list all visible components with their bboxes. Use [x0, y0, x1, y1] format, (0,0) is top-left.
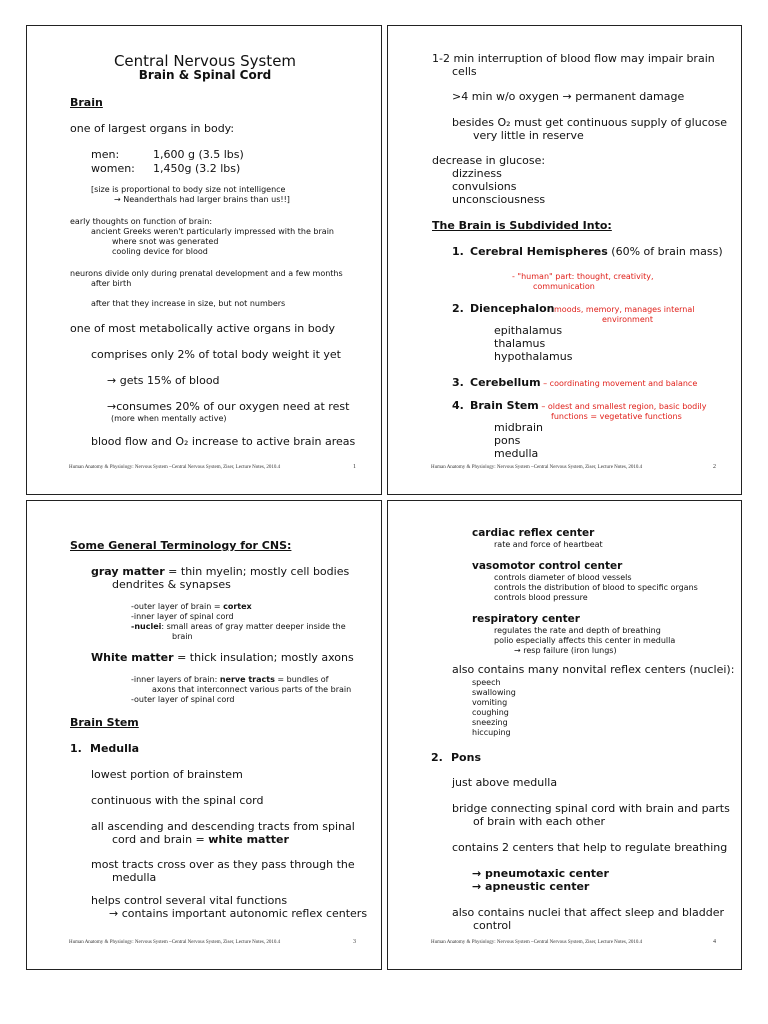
text-line: very little in reserve	[473, 129, 584, 142]
text-line: of brain with each other	[473, 815, 606, 828]
text-line: control	[473, 919, 512, 932]
text-line: polio especially affects this center in medulla	[494, 636, 676, 645]
text-line: dendrites & synapses	[112, 578, 231, 591]
sub-item: epithalamus	[494, 324, 563, 337]
text: -outer layer of brain =	[131, 602, 224, 611]
text-line: cooling device for blood	[112, 247, 208, 256]
text: cord and brain =	[112, 833, 209, 846]
text-line: blood flow and O₂ increase to active brain areas	[91, 435, 356, 448]
text-line: all ascending and descending tracts from spinal	[91, 820, 355, 833]
pneumotaxic-center: → pneumotaxic center	[472, 867, 609, 880]
men-value: 1,600 g (3.5 lbs)	[153, 148, 244, 161]
list-item: coughing	[472, 708, 509, 717]
text-line: [size is proportional to body size not intelligence	[91, 185, 286, 194]
gray-matter-line	[91, 566, 349, 579]
slide-page-2	[387, 25, 742, 495]
text-line: -inner layer of spinal cord	[131, 612, 234, 621]
text-line: axons that interconnect various parts of the brain	[152, 685, 352, 694]
sub-item: thalamus	[494, 337, 546, 350]
terminology-heading: Some General Terminology for CNS:	[70, 539, 292, 552]
center-name: vasomotor control center	[472, 560, 623, 572]
red-note: functions = vegetative functions	[551, 412, 682, 421]
text-line: → resp failure (iron lungs)	[514, 646, 617, 655]
text-line: regulates the rate and depth of breathing	[494, 626, 661, 635]
text-line: controls diameter of blood vessels	[494, 573, 632, 582]
text-line: comprises only 2% of total body weight it yet	[91, 348, 341, 361]
text-line: dizziness	[452, 167, 502, 180]
item-name: Brain Stem	[470, 399, 539, 412]
medulla-heading: Medulla	[90, 742, 140, 755]
text-line: controls the distribution of blood to specific organs	[494, 583, 698, 592]
list-item-cerebellum	[470, 377, 697, 390]
center-name: respiratory center	[472, 613, 580, 625]
text-line: just above medulla	[452, 776, 558, 789]
definition: = thin myelin; mostly cell bodies	[164, 565, 350, 578]
red-note: - "human" part: thought, creativity,	[512, 272, 654, 281]
definition: = thick insulation; mostly axons	[173, 651, 354, 664]
text-line: medulla	[112, 871, 157, 884]
text-line: lowest portion of brainstem	[91, 768, 243, 781]
text-line: helps control several vital functions	[91, 894, 288, 907]
term: white matter	[208, 833, 289, 846]
page-number: 3	[353, 939, 356, 945]
text-line: one of largest organs in body:	[70, 122, 235, 135]
text: : small areas of gray matter deeper inside the	[161, 622, 346, 631]
text-line: convulsions	[452, 180, 517, 193]
text-line: controls blood pressure	[494, 593, 588, 602]
text-line: neurons divide only during prenatal development and a few months	[70, 269, 343, 278]
item-name: Cerebellum	[470, 376, 541, 389]
sub-item: medulla	[494, 447, 539, 460]
text-line: most tracts cross over as they pass through the	[91, 858, 355, 871]
text-line: → Neanderthals had larger brains than us!!]	[114, 195, 290, 204]
text-line	[131, 622, 346, 631]
footer: Human Anatomy & Physiology: Nervous System ~Central Nervous System, Ziser, Lecture Notes, 2010.4	[431, 940, 643, 945]
list-number: 1.	[70, 742, 82, 755]
footer: Human Anatomy & Physiology: Nervous System ~Central Nervous System, Ziser, Lecture Notes, 2010.4	[69, 940, 281, 945]
text-line: -outer layer of spinal cord	[131, 695, 235, 704]
page-number: 4	[713, 939, 716, 945]
text-line: one of most metabolically active organs in body	[70, 322, 335, 335]
sub-item: midbrain	[494, 421, 544, 434]
text-line: unconsciousness	[452, 193, 546, 206]
sub-item: pons	[494, 434, 521, 447]
list-item-cerebral-hemispheres	[470, 246, 723, 259]
text-line: decrease in glucose:	[432, 154, 546, 167]
subdivided-heading: The Brain is Subdivided Into:	[432, 219, 612, 232]
text-line: → gets 15% of blood	[107, 374, 220, 387]
center-name: cardiac reflex center	[472, 527, 595, 539]
text: = bundles of	[274, 675, 329, 684]
text-line: rate and force of heartbeat	[494, 540, 603, 549]
item-detail: (60% of brain mass)	[607, 245, 723, 258]
red-note: – oldest and smallest region, basic bodily	[538, 402, 707, 411]
women-value: 1,450g (3.2 lbs)	[153, 162, 241, 175]
page-number: 2	[713, 464, 716, 470]
slide-page-1	[26, 25, 382, 495]
term: gray matter	[91, 565, 165, 578]
text-line: (more when mentally active)	[111, 414, 227, 423]
page-title: Central Nervous System	[113, 52, 297, 70]
sub-item: hypothalamus	[494, 350, 573, 363]
page-subtitle: Brain & Spinal Cord	[138, 68, 272, 82]
red-note: communication	[533, 282, 595, 291]
text-line: →consumes 20% of our oxygen need at rest	[107, 400, 350, 413]
text-line: after birth	[91, 279, 132, 288]
red-note: – coordinating movement and balance	[540, 379, 698, 388]
red-note: moods, memory, manages internal	[554, 305, 695, 314]
text-line	[112, 834, 289, 847]
white-matter-line	[91, 652, 354, 665]
text-line	[131, 602, 252, 611]
list-item: vomiting	[472, 698, 508, 707]
text-line: cells	[452, 65, 477, 78]
text-line: contains 2 centers that help to regulate breathing	[452, 841, 728, 854]
list-item-brain-stem	[470, 400, 706, 413]
women-label: women:	[91, 162, 135, 175]
men-label: men:	[91, 148, 120, 161]
term: White matter	[91, 651, 174, 664]
brain-stem-heading: Brain Stem	[70, 716, 139, 729]
text-line: brain	[172, 632, 193, 641]
term: nerve tracts	[219, 675, 275, 684]
item-name: Cerebral Hemispheres	[470, 245, 608, 258]
slide-page-3	[26, 500, 382, 970]
list-item: swallowing	[472, 688, 516, 697]
text-line: >4 min w/o oxygen → permanent damage	[452, 90, 685, 103]
list-item: speech	[472, 678, 501, 687]
list-number: 4.	[452, 399, 464, 412]
list-number: 1.	[452, 245, 464, 258]
list-number: 2.	[452, 302, 464, 315]
footer: Human Anatomy & Physiology: Nervous System ~Central Nervous System, Ziser, Lecture Notes, 2010.4	[431, 465, 643, 470]
pons-heading: Pons	[451, 751, 481, 764]
text-line: → contains important autonomic reflex centers	[109, 907, 368, 920]
page-number: 1	[353, 464, 356, 470]
text-line: 1-2 min interruption of blood flow may impair brain	[432, 52, 715, 65]
list-number: 3.	[452, 376, 464, 389]
apneustic-center: → apneustic center	[472, 880, 590, 893]
text-line: ancient Greeks weren't particularly impressed with the brain	[91, 227, 334, 236]
list-item: sneezing	[472, 718, 508, 727]
red-note: environment	[602, 315, 653, 324]
text-line: also contains nuclei that affect sleep and bladder	[452, 906, 724, 919]
term: cortex	[223, 602, 252, 611]
brain-heading: Brain	[70, 96, 103, 109]
text-line: after that they increase in size, but not numbers	[91, 299, 286, 308]
text-line: besides O₂ must get continuous supply of glucose	[452, 116, 727, 129]
text-line: early thoughts on function of brain:	[70, 217, 213, 226]
slide-page-4	[387, 500, 742, 970]
text-line	[131, 675, 329, 684]
text-line: bridge connecting spinal cord with brain and parts	[452, 802, 730, 815]
text-line: where snot was generated	[112, 237, 219, 246]
item-name: Diencephalon	[470, 302, 555, 315]
text: -inner layers of brain:	[131, 675, 220, 684]
text-line: continuous with the spinal cord	[91, 794, 264, 807]
text-line: also contains many nonvital reflex centers (nuclei):	[452, 663, 735, 676]
footer: Human Anatomy & Physiology: Nervous System ~Central Nervous System, Ziser, Lecture Notes, 2010.4	[69, 465, 281, 470]
term: -nuclei	[131, 622, 162, 631]
list-number: 2.	[431, 751, 443, 764]
list-item: hiccuping	[472, 728, 511, 737]
